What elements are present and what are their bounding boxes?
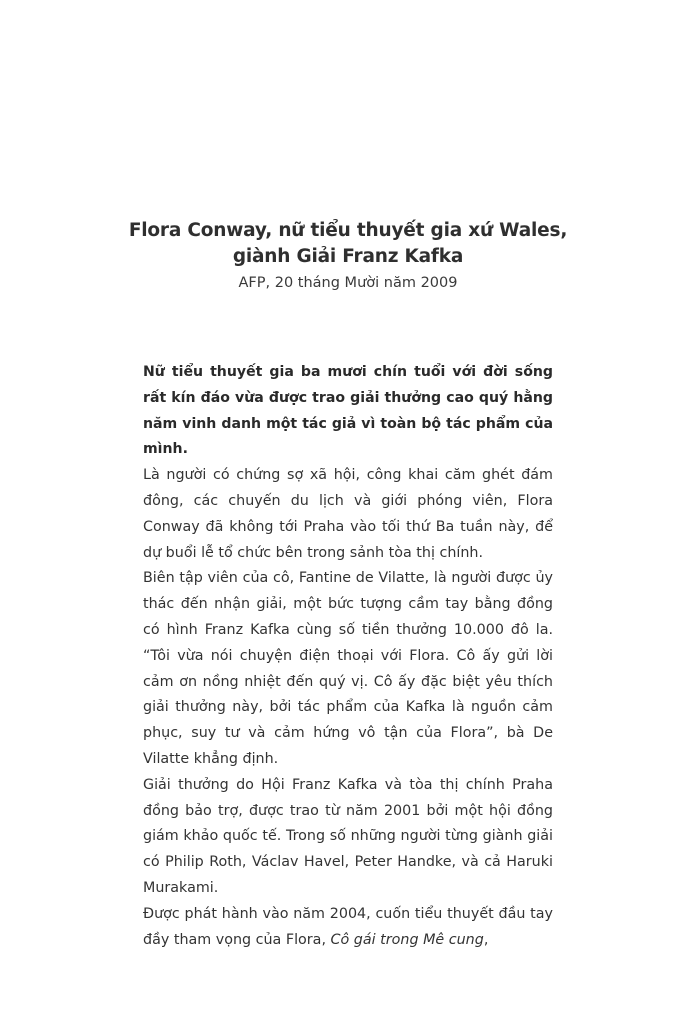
body-paragraph-3: Giải thưởng do Hội Franz Kafka và tòa thị chính Praha đồng bảo trợ, được trao từ năm 2001 bởi một hội đồng giám khảo quốc tế. Trong số những người từng giành giải có Philip Roth, Václav Havel, Peter Handke, và cả Haruki Murakami. [143, 776, 553, 896]
paragraph-4-end: , [483, 931, 489, 948]
body-paragraph-2: Biên tập viên của cô, Fantine de Vilatte, là người được ủy thác đến nhận giải, một bức tượng cầm tay bằng đồng có hình Franz Kafka cùng số tiền thưởng 10.000 đô la. “Tôi vừa nói chuyện điện thoại với Flora. Cô ấy gửi lời cảm ơn nồng nhiệt đến quý vị. Cô ấy đặc biệt yêu thích giải thưởng này, bởi tác phẩm của Kafka là nguồn cảm phục, suy tư và cảm hứng vô tận của Flora”, bà De Vilatte khẳng định. [143, 570, 553, 767]
article-dateline: AFP, 20 tháng Mười năm 2009 [238, 275, 458, 291]
article-title-line-1: Flora Conway, nữ tiểu thuyết gia xứ Wales, [128, 220, 568, 241]
article-title-line-2: giành Giải Franz Kafka [232, 246, 464, 267]
paragraph-4-text: Được phát hành vào năm 2004, cuốn tiểu thuyết đầu tay đầy tham vọng của Flora, [143, 905, 553, 948]
article-body [143, 360, 553, 953]
lead-paragraph: Nữ tiểu thuyết gia ba mươi chín tuổi với đời sống rất kín đáo vừa được trao giải thưởng cao quý hằng năm vinh danh một tác giả vì toàn bộ tác phẩm của mình. [143, 364, 553, 458]
body-paragraph-4 [143, 902, 553, 954]
article-header [0, 218, 696, 295]
book-title-italic: Cô gái trong Mê cung [330, 931, 484, 948]
body-paragraph-1: Là người có chứng sợ xã hội, công khai căm ghét đám đông, các chuyến du lịch và giới phóng viên, Flora Conway đã không tới Praha vào tối thứ Ba tuần này, để dự buổi lễ tổ chức bên trong sảnh tòa thị chính. [143, 467, 553, 561]
